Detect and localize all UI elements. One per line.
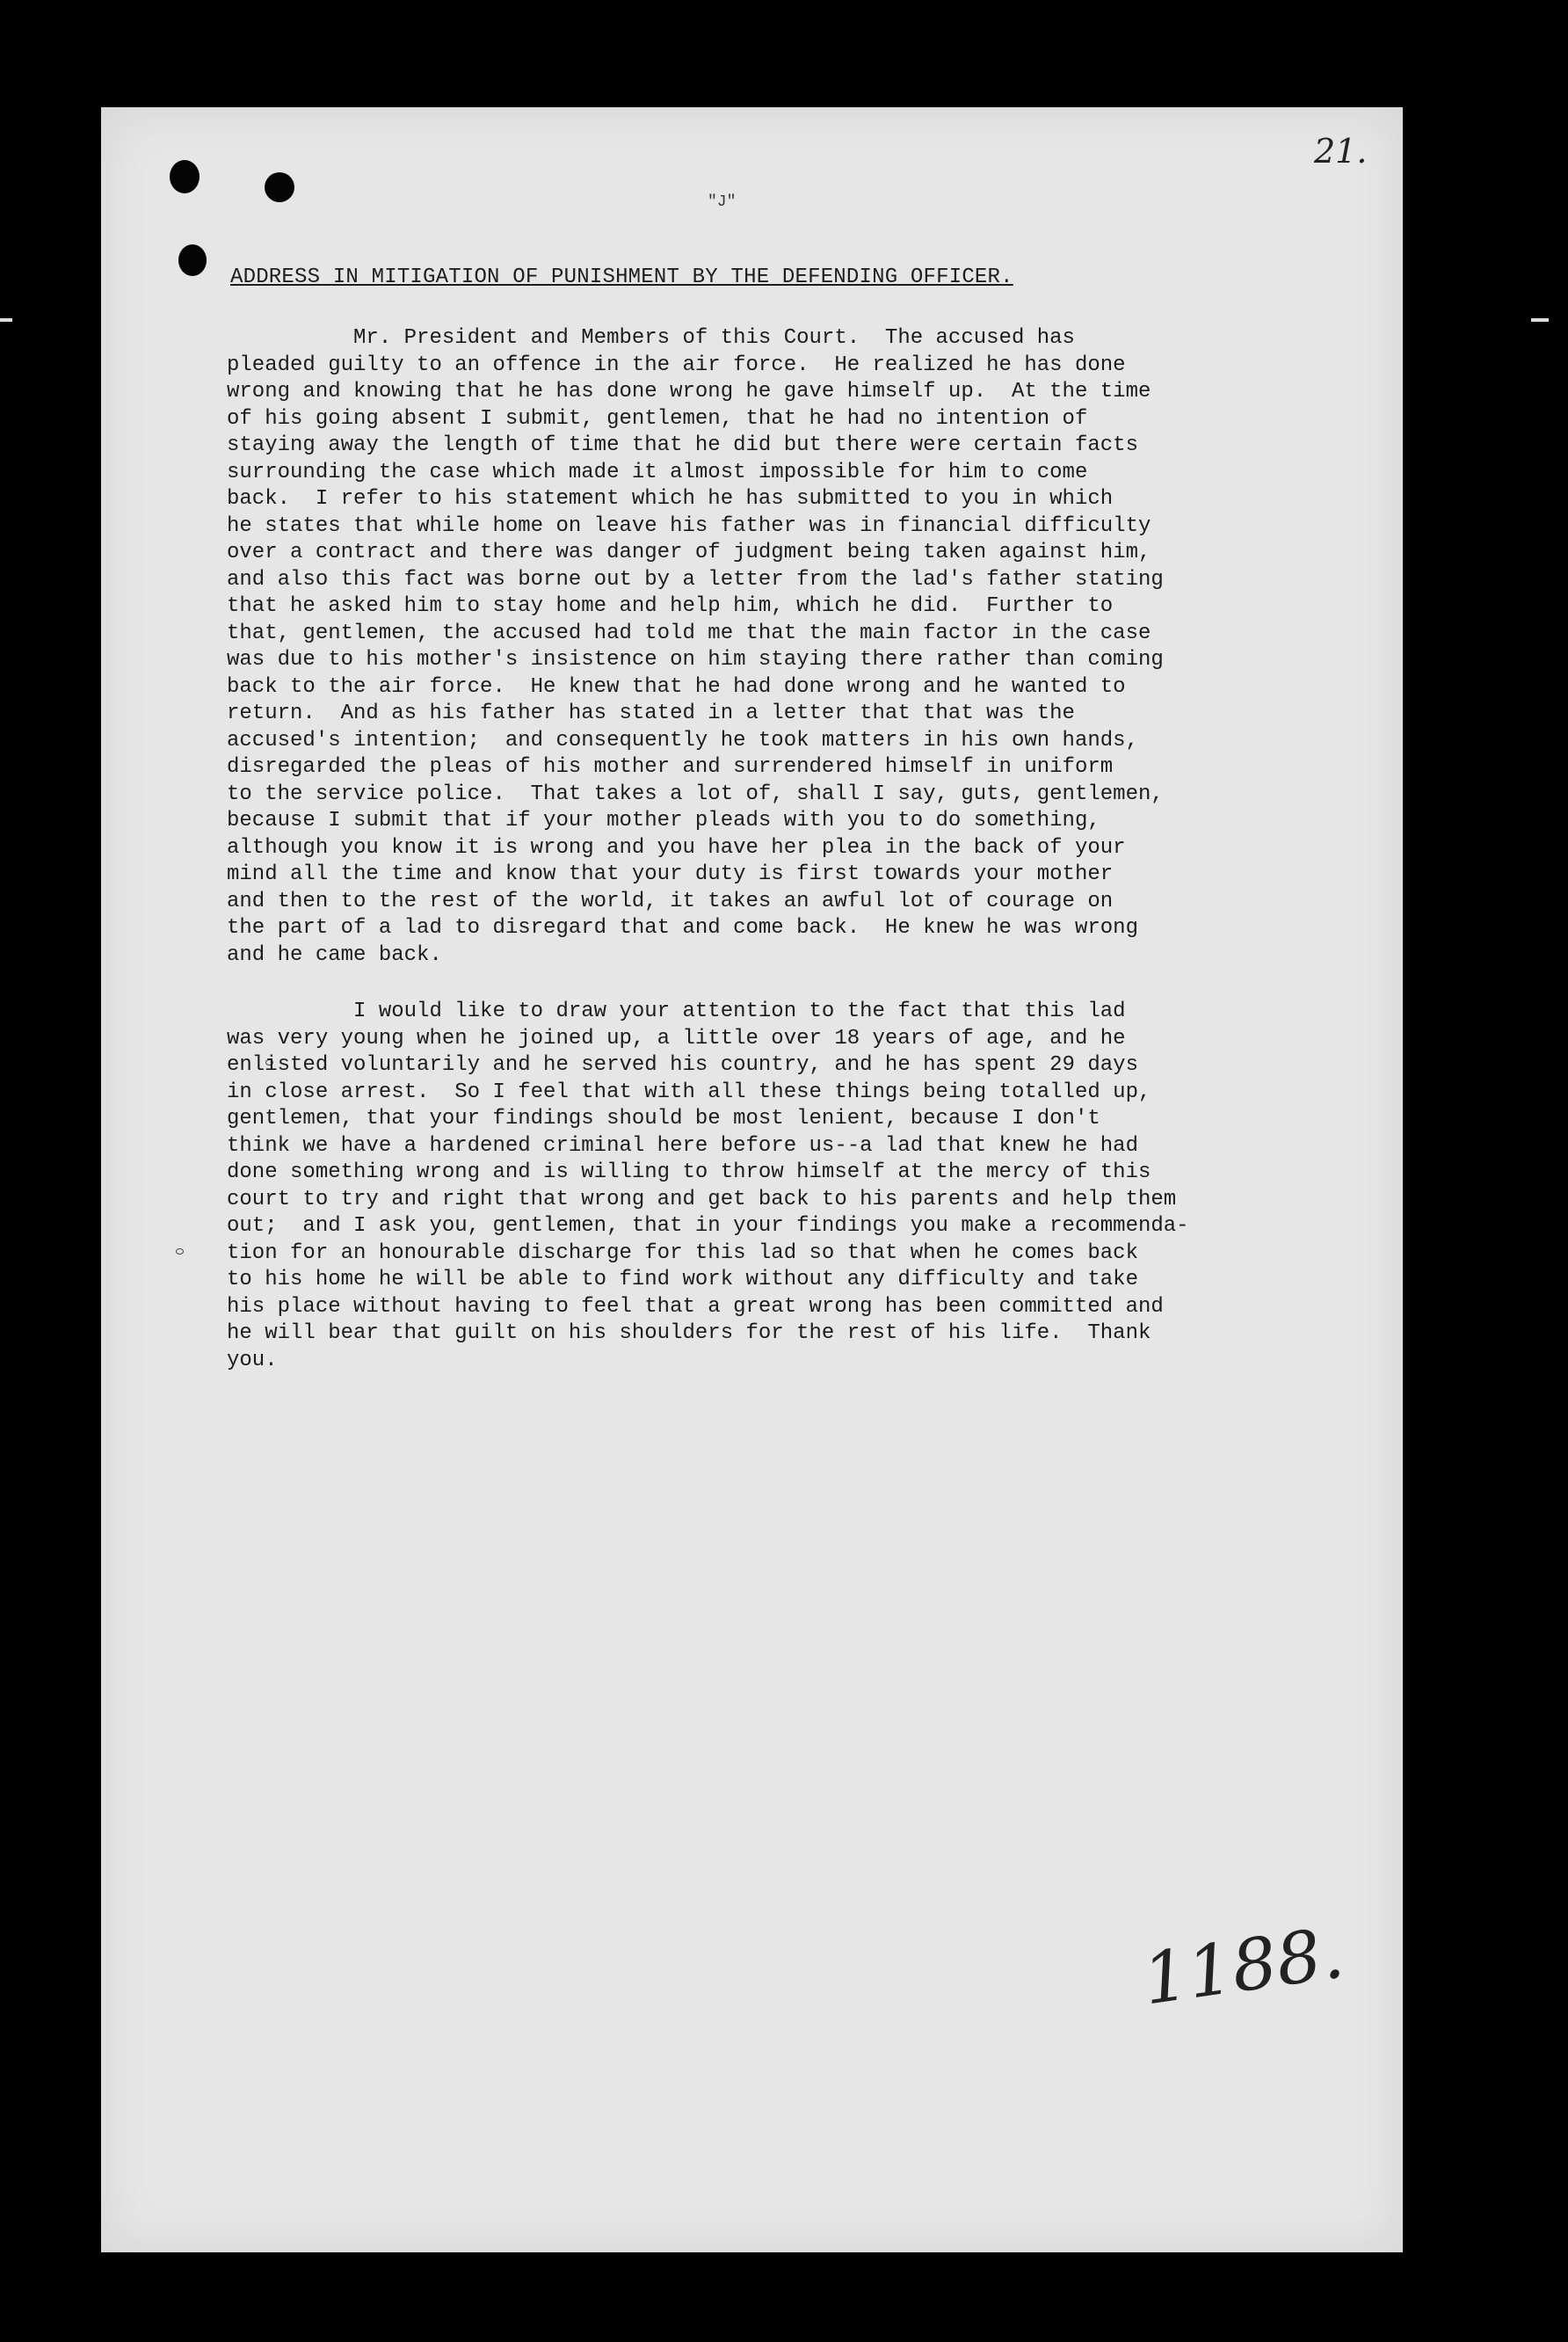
paragraph-line: and then to the rest of the world, it takes an awful lot of courage on	[227, 889, 1114, 913]
paragraph-line: enlisted voluntarily and he served his country, and he has spent 29 days	[227, 1053, 1138, 1077]
paragraph-line: out; and I ask you, gentlemen, that in your findings you make a recommenda-	[227, 1214, 1189, 1238]
paragraph-line: surrounding the case which made it almost impossible for him to come	[227, 460, 1088, 484]
paragraph-line: you.	[227, 1348, 278, 1372]
paragraph-line: think we have a hardened criminal here before us--a lad that knew he had	[227, 1133, 1138, 1158]
paragraph-line: and also this fact was borne out by a letter from the lad's father stating	[227, 567, 1164, 592]
paragraph-2	[227, 999, 1189, 1374]
paragraph-line: back. I refer to his statement which he has submitted to you in which	[227, 487, 1114, 511]
paragraph-1	[227, 325, 1164, 969]
page-marker: "J"	[708, 193, 737, 211]
paragraph-line: and he came back.	[227, 942, 442, 967]
paragraph-line: his place without having to feel that a great wrong has been committed and	[227, 1294, 1164, 1319]
paragraph-line: back to the air force. He knew that he had done wrong and he wanted to	[227, 674, 1126, 699]
paragraph-line: that he asked him to stay home and help him, which he did. Further to	[227, 594, 1114, 618]
page-number: 21.	[1314, 132, 1368, 171]
paragraph-line: because I submit that if your mother pleads with you to do something,	[227, 809, 1100, 833]
paragraph-line: gentlemen, that your findings should be most lenient, because I don't	[227, 1107, 1100, 1131]
punch-hole	[178, 244, 207, 276]
paragraph-line: mind all the time and know that your duty is first towards your mother	[227, 862, 1114, 886]
paragraph-line: was due to his mother's insistence on him staying there rather than coming	[227, 648, 1164, 672]
paragraph-line: accused's intention; and consequently he took matters in his own hands,	[227, 728, 1138, 753]
paragraph-line: that, gentlemen, the accused had told me that the main factor in the case	[227, 621, 1151, 645]
paragraph-line: return. And as his father has stated in a letter that that was the	[227, 702, 1075, 725]
document-heading: ADDRESS IN MITIGATION OF PUNISHMENT BY THE DEFENDING OFFICER.	[230, 265, 1013, 289]
paragraph-line: pleaded guilty to an offence in the air force. He realized he has done	[227, 353, 1126, 377]
edge-mark	[1531, 318, 1549, 322]
paragraph-line: court to try and right that wrong and get back to his parents and help them	[227, 1187, 1177, 1211]
paragraph-line: over a contract and there was danger of judgment being taken against him,	[227, 541, 1151, 564]
paragraph-line: to his home he will be able to find work without any difficulty and take	[227, 1268, 1138, 1291]
paragraph-line: staying away the length of time that he did but there were certain facts	[227, 433, 1138, 457]
paragraph-line: was very young when he joined up, a little over 18 years of age, and he	[227, 1026, 1126, 1051]
paragraph-line: in close arrest. So I feel that with all these things being totalled up,	[227, 1080, 1151, 1104]
punch-hole	[265, 172, 294, 202]
paragraph-line: done something wrong and is willing to throw himself at the mercy of this	[227, 1160, 1151, 1184]
paragraph-line: the part of a lad to disregard that and come back. He knew he was wrong	[227, 916, 1138, 940]
paragraph-line: wrong and knowing that he has done wrong he gave himself up. At the time	[227, 380, 1151, 404]
paragraph-line: Mr. President and Members of this Court. The accused has	[227, 326, 1075, 350]
paragraph-line: I would like to draw your attention to the fact that this lad	[227, 1000, 1126, 1023]
paragraph-line: disregarded the pleas of his mother and surrendered himself in uniform	[227, 755, 1114, 779]
paragraph-line: although you know it is wrong and you have her plea in the back of your	[227, 835, 1126, 860]
margin-dot	[176, 1248, 184, 1255]
paragraph-line: to the service police. That takes a lot of, shall I say, guts, gentlemen,	[227, 782, 1164, 806]
archive-number: 1188.	[1137, 1911, 1349, 2021]
paragraph-line: of his going absent I submit, gentlemen, that he had no intention of	[227, 406, 1088, 431]
paragraph-line: tion for an honourable discharge for this lad so that when he comes back	[227, 1240, 1138, 1265]
paragraph-line: he will bear that guilt on his shoulders for the rest of his life. Thank	[227, 1321, 1151, 1345]
edge-mark	[0, 318, 12, 322]
paragraph-line: he states that while home on leave his father was in financial difficulty	[227, 513, 1151, 538]
punch-hole	[170, 160, 200, 193]
